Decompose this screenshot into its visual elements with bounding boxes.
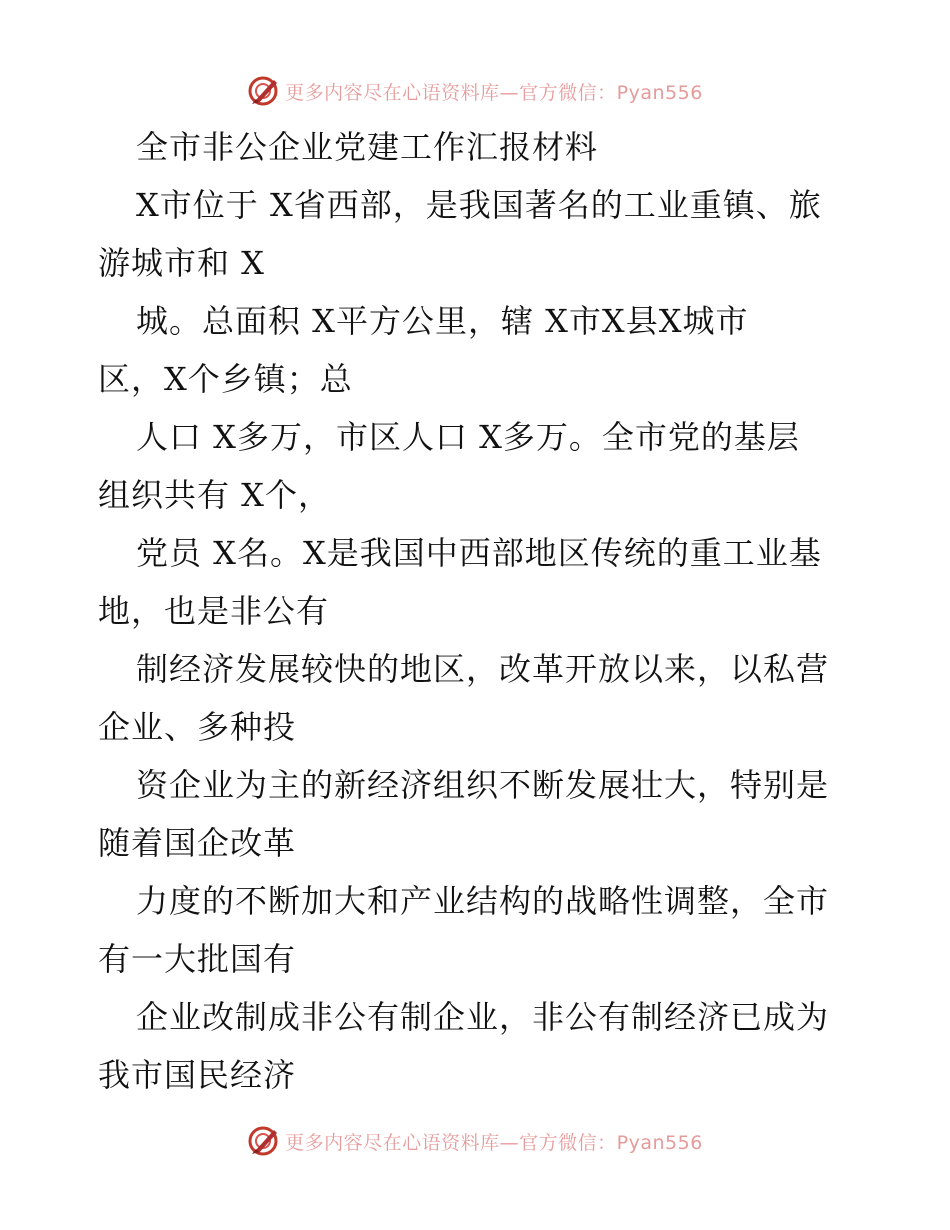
text-line: 区，X个乡镇；总 <box>98 360 353 398</box>
text-line: 随着国企改革 <box>98 824 297 862</box>
text-line: 城。总面积 X平方公里，辖 X市X县X城市 <box>136 302 749 340</box>
text-line: 党员 X名。X是我国中西部地区传统的重工业基 <box>136 534 822 572</box>
text-line: 有一大批国有 <box>98 940 297 978</box>
document-title: 全市非公企业党建工作汇报材料 <box>136 128 599 166</box>
text-line: 企业改制成非公有制企业，非公有制经济已成为 <box>136 998 830 1036</box>
text-line: 资企业为主的新经济组织不断发展壮大，特别是 <box>136 766 830 804</box>
text-line: 企业、多种投 <box>98 708 297 746</box>
footer-banner <box>0 1124 950 1158</box>
brand-logo-icon <box>247 1124 281 1158</box>
text-line: 制经济发展较快的地区，改革开放以来，以私营 <box>136 650 830 688</box>
brand-logo-icon <box>247 74 281 108</box>
text-line: 游城市和 X <box>98 244 265 282</box>
document-body <box>98 118 858 1104</box>
text-line: 地，也是非公有 <box>98 592 330 630</box>
header-banner <box>0 74 950 108</box>
text-line: 人口 X多万，市区人口 X多万。全市党的基层 <box>136 418 800 456</box>
text-line: 组织共有 X个， <box>98 476 331 514</box>
text-line: 力度的不断加大和产业结构的战略性调整，全市 <box>136 882 830 920</box>
header-banner-text: 更多内容尽在心语资料库—官方微信：Pyan556 <box>285 81 703 104</box>
footer-banner-text: 更多内容尽在心语资料库—官方微信：Pyan556 <box>285 1131 703 1154</box>
text-line: 我市国民经济 <box>98 1056 297 1094</box>
text-line: X市位于 X省西部，是我国著名的工业重镇、旅 <box>136 186 822 224</box>
